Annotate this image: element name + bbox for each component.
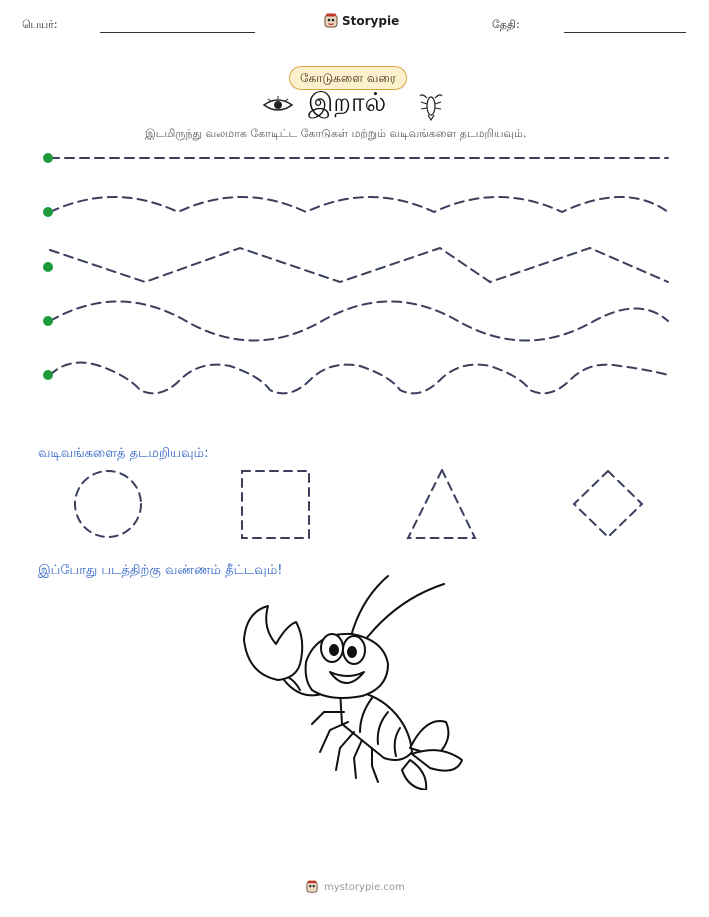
- tracing-shapes: [0, 460, 709, 550]
- instruction-text: இடமிருந்து வலமாக கோடிட்ட கோடுகள் மற்றும் வடிவங்களை தடமறியவும்.: [145, 127, 527, 140]
- date-label: தேதி:: [492, 18, 520, 31]
- shapes-heading: வடிவங்களைத் தடமறியவும்:: [38, 446, 209, 461]
- start-dot: [43, 207, 53, 217]
- shape-triangle: [408, 470, 475, 538]
- footer-site[interactable]: mystorypie.com: [324, 881, 405, 893]
- shrimp-coloring-illustration: [230, 570, 480, 790]
- tracing-line-curved: [50, 197, 668, 212]
- tracing-lines: [0, 140, 709, 400]
- start-dot: [43, 153, 53, 163]
- brand-logo-icon: [324, 13, 338, 29]
- eye-icon: [262, 94, 294, 116]
- start-dot: [43, 262, 53, 272]
- name-label: பெயர்:: [22, 18, 58, 31]
- color-heading: இப்போது படத்திற்கு வண்ணம் தீட்டவும்!: [38, 563, 283, 578]
- tracing-line-wave: [50, 302, 668, 341]
- start-dot: [43, 370, 53, 380]
- footer: [306, 880, 405, 894]
- date-field[interactable]: [564, 32, 686, 33]
- start-dot: [43, 316, 53, 326]
- footer-logo-icon: [306, 880, 318, 894]
- shape-square: [242, 471, 309, 538]
- shrimp-icon: [417, 90, 445, 122]
- activity-badge: கோடுகளை வரை: [289, 66, 407, 90]
- shape-diamond: [574, 471, 642, 537]
- tracing-line-zigzag: [50, 248, 668, 282]
- tracing-line-loop-wave: [50, 363, 668, 394]
- page-title: இறால்: [308, 88, 387, 118]
- brand-name: Storypie: [342, 14, 400, 28]
- brand: [324, 13, 399, 29]
- shape-circle: [75, 471, 141, 537]
- name-field[interactable]: [100, 32, 255, 33]
